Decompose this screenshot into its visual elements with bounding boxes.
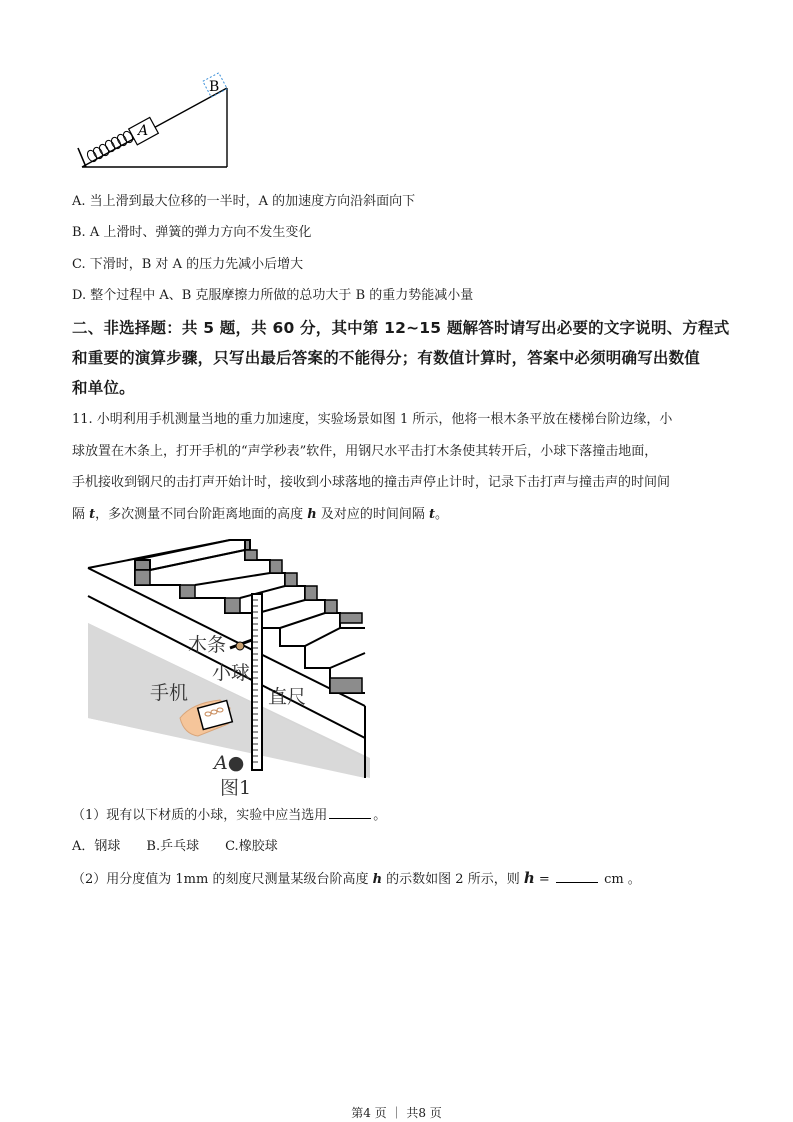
section2-line2: 和重要的演算步骤，只写出最后答案的不能得分；有数值计算时，答案中必须明确写出数值 (72, 349, 701, 367)
option-d: D. 整个过程中 A、B 克服摩擦力所做的总功大于 B 的重力势能减小量 (72, 288, 474, 303)
sub1-question (72, 806, 386, 825)
answer-blank-2[interactable] (556, 870, 598, 883)
block-a-label: A (138, 123, 149, 139)
sub2-equals: = (534, 872, 554, 887)
block-b-label: B (209, 79, 220, 95)
q11-line1: 11. 小明利用手机测量当地的重力加速度，实验场景如图 1 所示，他将一根木条平放在楼梯台阶边缘，小 (72, 412, 673, 427)
sub2-unit: cm 。 (599, 872, 641, 887)
sub1-end: 。 (373, 808, 387, 823)
incline-spring-figure (72, 72, 232, 172)
sub1-text: （1）现有以下材质的小球，实验中应当选用 (72, 808, 328, 823)
option-c: C. 下滑时，B 对 A 的压力先减小后增大 (72, 257, 304, 272)
wood-label: 木条 (188, 634, 227, 656)
var-t2: t (429, 507, 436, 522)
section2-line1: 二、非选择题：共 5 题，共 60 分，其中第 12~15 题解答时请写出必要的文字说明、方程式 (72, 319, 730, 337)
page-footer: 第4 页 ｜ 共8 页 (351, 1106, 442, 1120)
sub2-var-h2: h (523, 869, 535, 887)
option-a: A. 当上滑到最大位移的一半时，A 的加速度方向沿斜面向下 (72, 194, 416, 209)
q11-line2: 球放置在木条上，打开手机的“声学秒表”软件，用钢尺水平击打木条使其转开后，小球下落撞击地面， (72, 444, 658, 459)
sub1-choices: A．钢球 B.乒乓球 C.橡胶球 (72, 839, 278, 854)
sub2-text-b: 的示数如图 2 所示，则 (382, 872, 524, 887)
phone-label: 手机 (150, 682, 189, 704)
point-a-label: A● (214, 752, 245, 774)
var-h: h (307, 507, 317, 522)
q11-line4-d: 。 (435, 507, 449, 522)
section2-line3: 和单位。 (72, 379, 135, 397)
q11-line4 (72, 506, 448, 524)
option-b: B. A 上滑时、弹簧的弹力方向不发生变化 (72, 225, 312, 240)
sub2-question (72, 869, 641, 889)
ruler-label: 直尺 (268, 686, 307, 708)
q11-line3: 手机接收到钢尺的击打声开始计时，接收到小球落地的撞击声停止计时，记录下击打声与撞击声的时间间 (72, 475, 671, 490)
q11-line4-a: 隔 (72, 507, 90, 522)
sub2-text-a: （2）用分度值为 1mm 的刻度尺测量某级台阶高度 (72, 872, 373, 887)
sub2-var-h: h (372, 872, 383, 887)
q11-line4-b: ，多次测量不同台阶距离地面的高度 (95, 507, 308, 522)
var-t: t (89, 507, 96, 522)
q11-line4-c: 及对应的时间间隔 (316, 507, 430, 522)
answer-blank-1[interactable] (329, 806, 371, 819)
ball-label: 小球 (212, 662, 251, 684)
figure1-caption: 图1 (220, 777, 252, 799)
